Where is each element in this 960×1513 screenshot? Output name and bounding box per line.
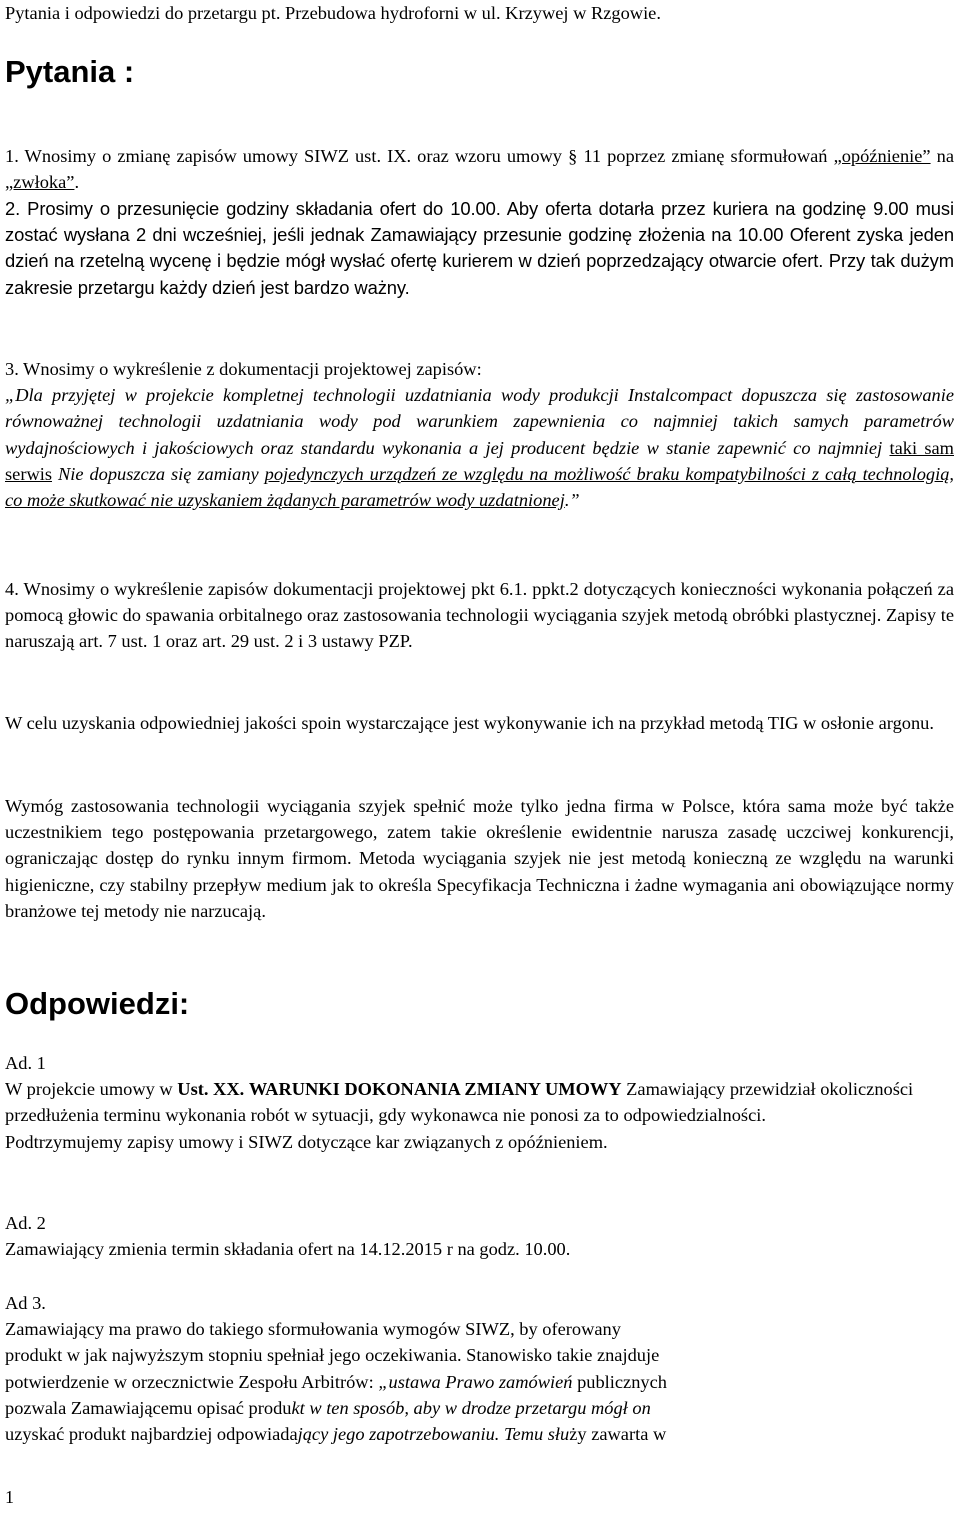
page-number: 1 — [5, 1487, 14, 1507]
answer-3-label: Ad 3. — [5, 1293, 46, 1313]
question-3-quote: „Dla przyjętej w projekcie kompletnej technologii uzdatniania wody produkcji Instalcompact dopuszcza się zastosowanie równoważnej technologii uzdatniania wody pod warunkiem zapewnienia co najmniej takich samych parametrów wydajnościowych i jakościowych oraz standardu wykonania a jej producent będzie w stanie zapewnić co najmniej taki sam serwis Nie dopuszcza się zamiany pojedynczych urządzeń ze względu na możliwość braku kompatybilności z całą technologią, co może skutkować nie uzyskaniem żądanych parametrów wody uzdatnionej.” — [5, 385, 954, 511]
questions-heading: Pytania : — [5, 54, 135, 89]
answer-3 — [5, 1290, 954, 1447]
question-4-paragraph-2: W celu uzyskania odpowiedniej jakości spoin wystarczające jest wykonywanie ich na przykład metodą TIG w osłonie argonu. — [5, 713, 934, 733]
answer-2 — [5, 1210, 954, 1262]
answer-2-label: Ad. 2 — [5, 1213, 46, 1233]
answer-3-line-3: potwierdzenie w orzecznictwie Zespołu Arbitrów: „ustawa Prawo zamówień publicznych — [5, 1371, 667, 1392]
question-2: 2. Prosimy o przesunięcie godziny składania ofert do 10.00. Aby oferta dotarła przez kuriera na godzinę 9.00 musi zostać wysłana 2 dni wcześniej, jeśli jednak Zamawiający przesunie godzinę złożenia na 10.00 Oferent zyska jeden dzień na rzetelną wycenę i będzie mógł wysłać ofertę kurierem w dzień poprzedzający otwarcie ofert. Przy tak dużym zakresie przetargu każdy dzień jest bardzo ważny. — [5, 198, 954, 298]
answers-heading: Odpowiedzi: — [5, 986, 190, 1021]
answer-1-text: W projekcie umowy w Ust. XX. WARUNKI DOKONANIA ZMIANY UMOWY Zamawiający przewidział okoliczności przedłużenia terminu wykonania robót w sytuacji, gdy wykonawca nie ponosi za to odpowiedzialności. — [5, 1079, 914, 1126]
answer-2-text: Zamawiający zmienia termin składania ofert na 14.12.2015 r na godz. 10.00. — [5, 1239, 571, 1260]
answer-1-label: Ad. 1 — [5, 1053, 46, 1073]
question-1: 1. Wnosimy o zmianę zapisów umowy SIWZ ust. IX. oraz wzoru umowy § 11 poprzez zmianę sformułowań „opóźnienie” na „zwłoka”. — [5, 146, 954, 193]
answer-3-line-4: pozwala Zamawiającemu opisać produkt w ten sposób, aby w drodze przetargu mógł on — [5, 1397, 651, 1418]
question-3-intro: 3. Wnosimy o wykreślenie z dokumentacji projektowej zapisów: — [5, 359, 482, 379]
answer-1-conclusion: Podtrzymujemy zapisy umowy i SIWZ dotyczące kar związanych z opóźnieniem. — [5, 1131, 608, 1152]
document-header: Pytania i odpowiedzi do przetargu pt. Przebudowa hydroforni w ul. Krzywej w Rzgowie. — [5, 3, 661, 23]
question-4-paragraph-1: 4. Wnosimy o wykreślenie zapisów dokumentacji projektowej pkt 6.1. ppkt.2 dotyczących konieczności wykonania połączeń za pomocą głowic do spawania orbitalnego oraz zastosowania technologii wyciągania szyjek metodą obróbki plastycznej. Zapisy te naruszają art. 7 ust. 1 oraz art. 29 ust. 2 i 3 ustawy PZP. — [5, 579, 954, 652]
answer-3-line-2: produkt w jak najwyższym stopniu spełniał jego oczekiwania. Stanowisko takie znajduje — [5, 1345, 660, 1366]
answer-3-line-1: Zamawiający ma prawo do takiego sformułowania wymogów SIWZ, by oferowany — [5, 1319, 621, 1340]
question-3 — [5, 356, 954, 513]
answer-1 — [5, 1050, 954, 1155]
question-4-paragraph-3: Wymóg zastosowania technologii wyciągania szyjek spełnić może tylko jedna firma w Polsce, która sama może być także uczestnikiem tego postępowania przetargowego, zatem takie określenie ewidentnie narusza zasadę uczciwej konkurencji, ograniczając dostęp do rynku innym firmom. Metoda wyciągania szyjek nie jest metodą konieczną ze względu na warunki higieniczne, czy stabilny przepływ medium jak to określa Specyfikacja Techniczna i żadne wymagania ani obowiązujące normy branżowe tej metody nie narzucają. — [5, 796, 954, 921]
answer-3-line-5: uzyskać produkt najbardziej odpowiadający jego zapotrzebowaniu. Temu służy zawarta w — [5, 1424, 667, 1445]
paragraph-sign: § — [568, 146, 578, 166]
